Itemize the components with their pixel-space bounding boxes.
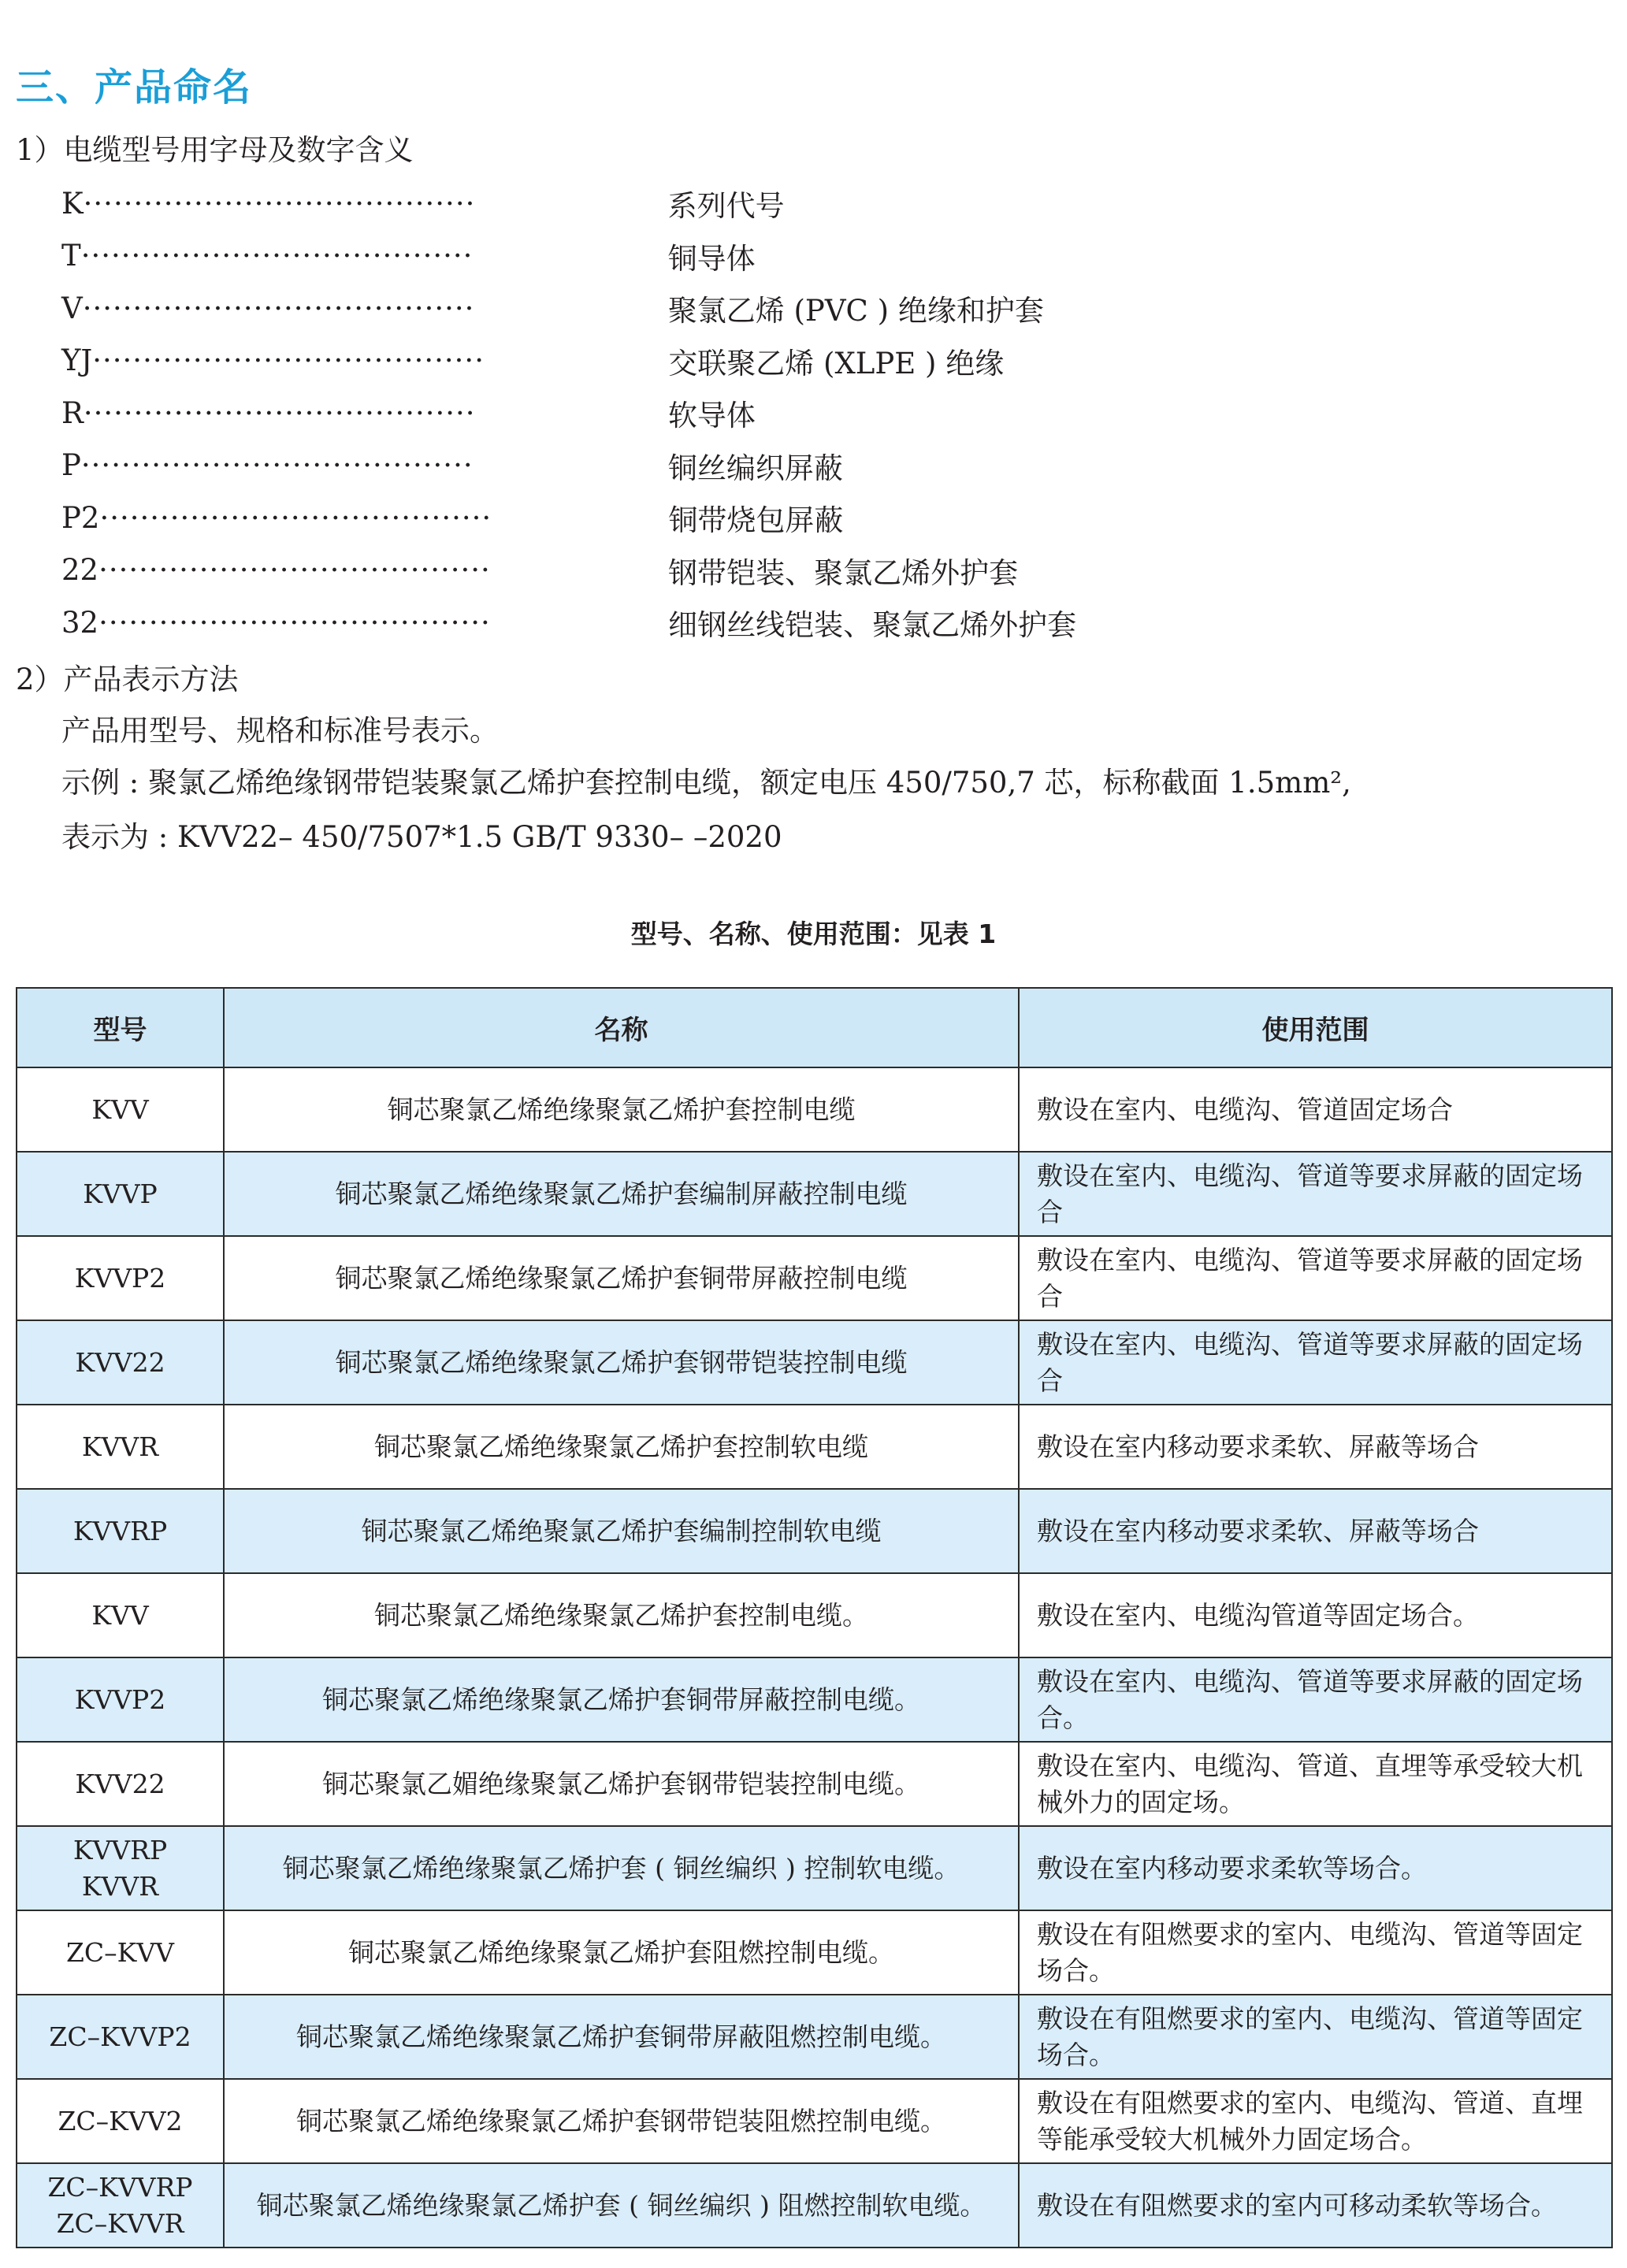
table-row xyxy=(17,1067,1612,1152)
model-code: ZC–KVVP2 xyxy=(49,2021,191,2052)
notation-description: 产品用型号、规格和标准号表示。 xyxy=(61,714,499,748)
cell-name: 铜芯聚氯乙媚绝缘聚氯乙烯护套钢带铠装控制电缆。 xyxy=(224,1742,1019,1826)
leader-dots: ······································· xyxy=(98,605,491,640)
table-row xyxy=(17,2079,1612,2163)
model-code: KVV22 xyxy=(75,1768,165,1799)
cell-scope: 敷设在室内移动要求柔软、屏蔽等场合 xyxy=(1019,1489,1612,1573)
code-meaning: 铜导体 xyxy=(667,241,756,276)
cell-name: 铜芯聚氯乙烯绝缘聚氯乙烯护套控制电缆。 xyxy=(224,1573,1019,1657)
model-code: ZC–KVV2 xyxy=(58,2105,183,2136)
table-caption: 型号、名称、使用范围：见表 1 xyxy=(630,919,997,949)
code-row xyxy=(61,544,1165,597)
code-row xyxy=(61,335,1165,388)
cell-scope: 敷设在有阻燃要求的室内、电缆沟、管道、直埋等能承受较大机械外力固定场合。 xyxy=(1019,2079,1612,2163)
code-meaning: 细钢丝线铠装、聚氯乙烯外护套 xyxy=(668,608,1077,643)
leader-dots: ······································· xyxy=(82,291,475,325)
cell-name: 铜芯聚氯乙烯绝缘聚氯乙烯护套控制电缆 xyxy=(224,1067,1019,1152)
cell-name: 铜芯聚氯乙烯绝缘聚氯乙烯护套钢带铠装控制电缆 xyxy=(224,1320,1019,1405)
code-row xyxy=(61,440,1165,492)
code-meaning: 交联聚乙烯 (XLPE ) 绝缘 xyxy=(668,346,1005,380)
table-row xyxy=(17,1489,1612,1573)
cell-name: 铜芯聚氯乙烯绝缘聚氯乙烯护套阻燃控制电缆。 xyxy=(224,1910,1019,1995)
subsection-heading-2: 2）产品表示方法 xyxy=(16,663,239,696)
model-code: ZC–KVV xyxy=(66,1936,174,1968)
cell-model xyxy=(17,1573,224,1657)
code-symbol: YJ xyxy=(61,343,93,378)
notation-example: 示例 : 聚氯乙烯绝缘钢带铠装聚氯乙烯护套控制电缆，额定电压 450/750,7 芯，标称截面 1.5mm², xyxy=(61,766,1351,800)
table-header-row xyxy=(17,988,1612,1067)
model-code: KVV22 xyxy=(75,1346,165,1378)
cell-scope: 敷设在有阻燃要求的室内、电缆沟、管道等固定场合。 xyxy=(1019,1995,1612,2079)
table-row xyxy=(17,1826,1612,1910)
cell-name: 铜芯聚氯乙烯绝缘聚氯乙烯护套铜带屏蔽控制电缆。 xyxy=(224,1657,1019,1742)
model-code: KVVP2 xyxy=(74,1683,166,1715)
code-row xyxy=(61,282,1165,335)
code-row xyxy=(61,230,1165,283)
code-symbol: P2 xyxy=(61,500,100,535)
table-row xyxy=(17,1236,1612,1320)
cell-model xyxy=(17,1826,224,1910)
cell-model xyxy=(17,1405,224,1489)
code-symbol: 22 xyxy=(61,553,99,588)
code-meaning: 钢带铠装、聚氯乙烯外护套 xyxy=(668,555,1019,590)
cell-scope: 敷设在室内、电缆沟管道等固定场合。 xyxy=(1019,1573,1612,1657)
cell-model xyxy=(17,1236,224,1320)
table-row xyxy=(17,1152,1612,1236)
table-row xyxy=(17,1657,1612,1742)
cell-model xyxy=(17,2079,224,2163)
code-symbol: R xyxy=(61,395,84,430)
table-row xyxy=(17,1910,1612,1995)
cell-name: 铜芯聚氯乙烯绝缘聚氯乙烯护套编制屏蔽控制电缆 xyxy=(224,1152,1019,1236)
leader-dots: ······································· xyxy=(83,186,476,221)
cell-model xyxy=(17,2163,224,2248)
table-row xyxy=(17,1320,1612,1405)
model-code: KVVP2 xyxy=(74,1262,166,1294)
notation-result: 表示为 : KVV22– 450/7507*1.5 GB/T 9330– –2020 xyxy=(61,820,782,854)
table-row xyxy=(17,2163,1612,2248)
subsection-heading-1: 1）电缆型号用字母及数字含义 xyxy=(16,133,414,167)
code-row xyxy=(61,596,1165,649)
cell-scope: 敷设在室内、电缆沟、管道等要求屏蔽的固定场合 xyxy=(1019,1152,1612,1236)
code-meaning: 铜丝编织屏蔽 xyxy=(667,451,843,485)
table-row xyxy=(17,1405,1612,1489)
table-row xyxy=(17,1742,1612,1826)
cell-model xyxy=(17,1742,224,1826)
model-code: KVVRP xyxy=(72,1834,168,1865)
cable-spec-table xyxy=(16,987,1613,2248)
code-symbol: T xyxy=(61,239,81,273)
cell-scope: 敷设在室内、电缆沟、管道等要求屏蔽的固定场合 xyxy=(1019,1320,1612,1405)
code-symbol: 32 xyxy=(61,605,99,640)
leader-dots: ······································· xyxy=(92,343,485,378)
code-meaning: 铜带烧包屏蔽 xyxy=(668,503,844,538)
cell-name: 铜芯聚氯乙烯绝缘聚氯乙烯护套控制软电缆 xyxy=(224,1405,1019,1489)
code-meaning: 软导体 xyxy=(667,399,756,433)
cell-scope: 敷设在室内移动要求柔软等场合。 xyxy=(1019,1826,1612,1910)
model-code: ZC–KVVRP xyxy=(47,2171,193,2203)
code-symbol: V xyxy=(61,291,83,325)
cell-model xyxy=(17,1657,224,1742)
model-code: KVVR xyxy=(81,1431,159,1462)
table-row xyxy=(17,1995,1612,2079)
leader-dots: ······································· xyxy=(83,395,476,430)
code-meaning: 聚氯乙烯 (PVC ) 绝缘和护套 xyxy=(667,294,1044,329)
cell-scope: 敷设在室内、电缆沟、管道、直埋等承受较大机械外力的固定场。 xyxy=(1019,1742,1612,1826)
cell-scope: 敷设在室内移动要求柔软、屏蔽等场合 xyxy=(1019,1405,1612,1489)
table-row xyxy=(17,1573,1612,1657)
leader-dots: ······································· xyxy=(98,553,491,588)
model-code: KVVP xyxy=(83,1178,158,1209)
code-row xyxy=(61,492,1165,544)
cell-scope: 敷设在有阻燃要求的室内可移动柔软等场合。 xyxy=(1019,2163,1612,2248)
model-code: KVV xyxy=(91,1093,149,1125)
cell-model xyxy=(17,1152,224,1236)
cell-name: 铜芯聚氯乙烯绝缘聚氯乙烯护套 ( 铜丝编织 ) 控制软电缆。 xyxy=(224,1826,1019,1910)
cell-name: 铜芯聚氯乙烯绝聚氯乙烯护套编制控制软电缆 xyxy=(224,1489,1019,1573)
leader-dots: ······································· xyxy=(99,500,492,535)
code-row xyxy=(61,387,1165,440)
cell-name: 铜芯聚氯乙烯绝缘聚氯乙烯护套钢带铠装阻燃控制电缆。 xyxy=(224,2079,1019,2163)
code-meaning-list xyxy=(61,177,1165,649)
cell-name: 铜芯聚氯乙烯绝缘聚氯乙烯护套 ( 铜丝编织 ) 阻燃控制软电缆。 xyxy=(224,2163,1019,2248)
section-title: 三、产品命名 xyxy=(16,65,253,110)
model-code: KVVR xyxy=(81,1870,159,1902)
cell-name: 铜芯聚氯乙烯绝缘聚氯乙烯护套铜带屏蔽阻燃控制电缆。 xyxy=(224,1995,1019,2079)
cell-model xyxy=(17,1489,224,1573)
cell-scope: 敷设在室内、电缆沟、管道固定场合 xyxy=(1019,1067,1612,1152)
code-row xyxy=(61,177,1165,230)
cell-name: 铜芯聚氯乙烯绝缘聚氯乙烯护套铜带屏蔽控制电缆 xyxy=(224,1236,1019,1320)
cell-model xyxy=(17,1910,224,1995)
leader-dots: ······································· xyxy=(80,239,474,273)
cell-scope: 敷设在有阻燃要求的室内、电缆沟、管道等固定场合。 xyxy=(1019,1910,1612,1995)
cell-scope: 敷设在室内、电缆沟、管道等要求屏蔽的固定场合 xyxy=(1019,1236,1612,1320)
cell-model xyxy=(17,1320,224,1405)
header-name: 名称 xyxy=(224,988,1019,1067)
cell-model xyxy=(17,1067,224,1152)
model-code: KVVRP xyxy=(72,1515,168,1546)
cell-scope: 敷设在室内、电缆沟、管道等要求屏蔽的固定场合。 xyxy=(1019,1657,1612,1742)
model-code: ZC–KVVR xyxy=(56,2207,184,2239)
header-scope: 使用范围 xyxy=(1019,988,1612,1067)
code-symbol: K xyxy=(61,186,84,221)
leader-dots: ······································· xyxy=(80,448,474,483)
code-meaning: 系列代号 xyxy=(667,189,785,224)
cell-model xyxy=(17,1995,224,2079)
code-symbol: P xyxy=(61,448,81,483)
model-code: KVV xyxy=(91,1599,149,1631)
header-model: 型号 xyxy=(17,988,224,1067)
